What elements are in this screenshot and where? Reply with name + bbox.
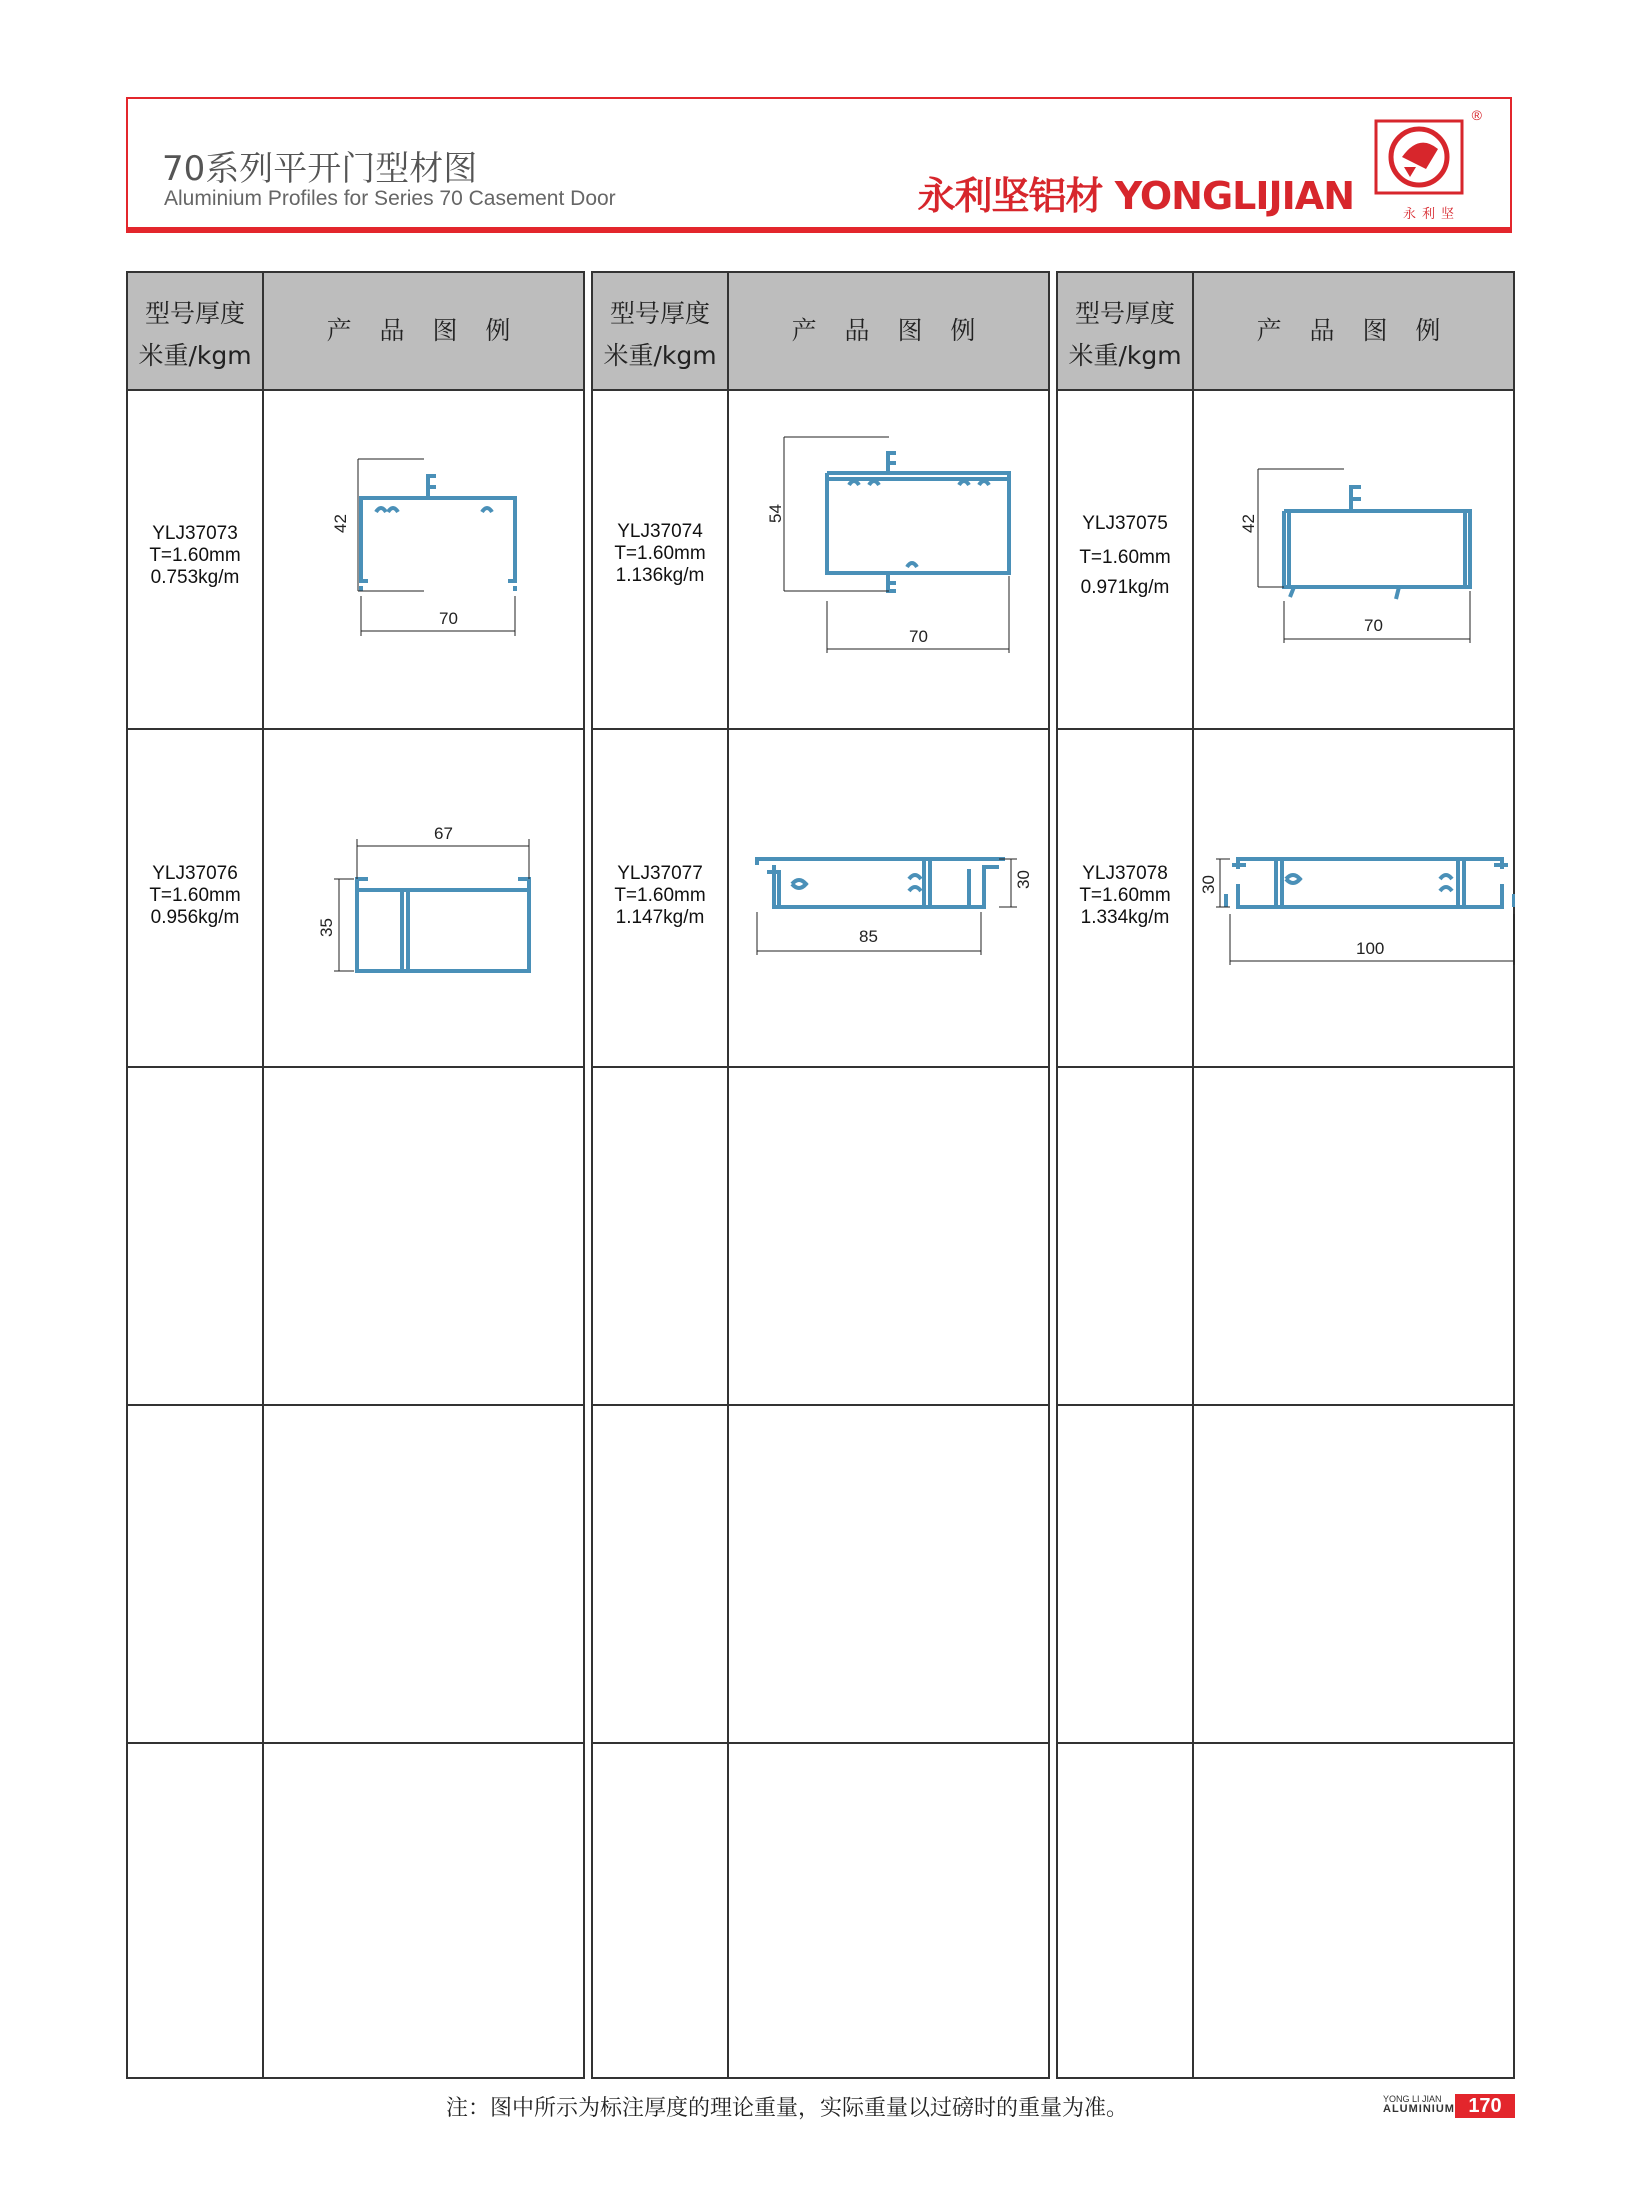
product-spec-YLJ37076: YLJ37076 T=1.60mm 0.956kg/m xyxy=(149,863,241,928)
table-header xyxy=(593,273,1048,391)
width-label: 85 xyxy=(859,927,878,946)
product-spec-YLJ37073: YLJ37073 T=1.60mm 0.753kg/m xyxy=(149,523,241,588)
profile-drawing-YLJ37073 xyxy=(264,391,585,728)
profile-drawing-YLJ37074 xyxy=(729,391,1050,728)
profile-drawing-YLJ37075 xyxy=(1194,391,1515,728)
profile-drawing-YLJ37077 xyxy=(729,729,1050,1066)
page-number: 170 xyxy=(1455,2094,1515,2118)
page-title: 70系列平开门型材图 xyxy=(162,149,478,189)
height-label: 30 xyxy=(1199,875,1218,894)
width-label: 70 xyxy=(1364,616,1383,635)
product-spec-YLJ37074: YLJ37074 T=1.60mm 1.136kg/m xyxy=(614,521,706,586)
col-spec-header: 型号厚度 米重/kgm xyxy=(128,273,264,389)
profile-drawing-YLJ37076 xyxy=(264,729,585,1066)
height-label: 35 xyxy=(317,918,336,937)
col-drawing-header: 产 品 图 例 xyxy=(791,316,986,345)
col-spec-header: 型号厚度 米重/kgm xyxy=(593,273,729,389)
brand-logo-icon xyxy=(1374,119,1464,213)
width-label: 70 xyxy=(909,627,928,646)
width-label: 70 xyxy=(439,609,458,628)
table-header xyxy=(128,273,583,391)
height-label: 30 xyxy=(1014,870,1033,889)
logo-text: 永利坚 xyxy=(1402,207,1460,222)
product-spec-YLJ37077: YLJ37077 T=1.60mm 1.147kg/m xyxy=(614,863,706,928)
col-drawing-header: 产 品 图 例 xyxy=(326,316,521,345)
table-panel-2 xyxy=(591,271,1050,2079)
table-header xyxy=(1058,273,1513,391)
height-label: 54 xyxy=(766,504,785,523)
page-header xyxy=(126,97,1512,233)
col-drawing-header: 产 品 图 例 xyxy=(1256,316,1451,345)
brand-name: 永利坚铝材 YONGLIJIAN xyxy=(917,174,1354,218)
page-subtitle: Aluminium Profiles for Series 70 Casement Door xyxy=(164,187,616,210)
table-panel-3 xyxy=(1056,271,1515,2079)
profile-drawing-YLJ37078 xyxy=(1194,729,1515,1066)
height-label: 42 xyxy=(331,514,350,533)
width-label: 100 xyxy=(1356,939,1385,958)
product-spec-YLJ37075: YLJ37075 T=1.60mm 0.971kg/m xyxy=(1079,513,1171,598)
table-panel-1 xyxy=(126,271,585,2079)
registered-mark: ® xyxy=(1471,107,1482,123)
height-label: 42 xyxy=(1239,514,1258,533)
footer-brand: YONG LI JIAN ALUMINIUM xyxy=(1383,2094,1455,2115)
footnote: 注：图中所示为标注厚度的理论重量，实际重量以过磅时的重量为准。 xyxy=(446,2096,1129,2121)
width-label: 67 xyxy=(434,824,453,843)
product-spec-YLJ37078: YLJ37078 T=1.60mm 1.334kg/m xyxy=(1079,863,1171,928)
col-spec-header: 型号厚度 米重/kgm xyxy=(1058,273,1194,389)
